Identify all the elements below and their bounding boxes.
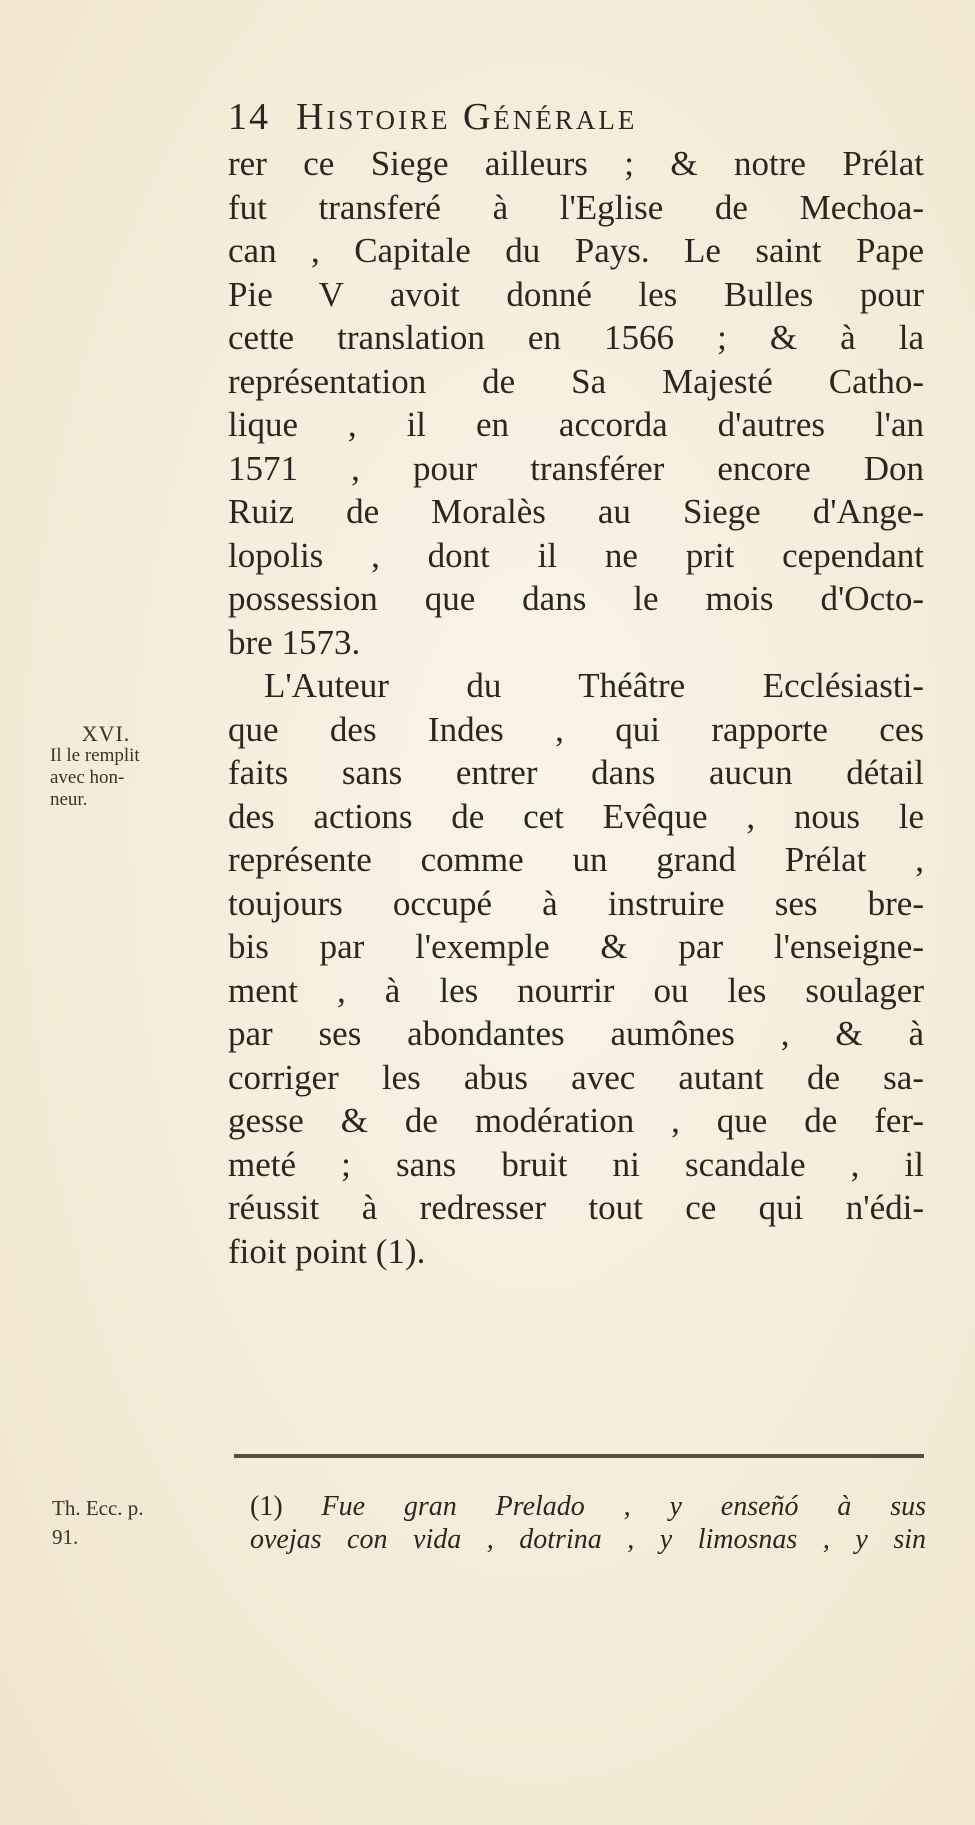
- body-text: [228, 142, 924, 1273]
- page-number: 14: [228, 96, 270, 138]
- body-line: possession que dans le mois d'Octo-: [228, 579, 924, 618]
- book-title: Histoire Générale: [296, 96, 638, 138]
- footnote-rule: [234, 1454, 924, 1458]
- body-line: par ses abondantes aumônes , & à: [228, 1014, 924, 1053]
- body-line: ment , à les nourrir ou les soulager: [228, 970, 924, 1010]
- body-line: que des Indes , qui rapporte ces: [228, 709, 924, 749]
- body-line: fut transferé à l'Eglise de Mechoa-: [228, 187, 924, 227]
- body-line: 1571 , pour transférer encore Don: [228, 448, 924, 488]
- body-line: gesse & de modération , que de fer-: [228, 1101, 924, 1140]
- footnote-line: [250, 1490, 926, 1523]
- body-line: toujours occupé à instruire ses bre-: [228, 883, 924, 923]
- body-line: bre 1573.: [228, 622, 361, 662]
- margin-note: [50, 723, 225, 811]
- footnote-source-line: 91.: [52, 1525, 79, 1549]
- body-line: L'Auteur du Théâtre Ecclésiasti-: [264, 666, 924, 705]
- margin-note-line: avec hon-: [50, 767, 125, 788]
- body-line: lique , il en accorda d'autres l'an: [228, 405, 924, 444]
- body-line: représente comme un grand Prélat ,: [228, 840, 924, 879]
- footnote-source-line: Th. Ecc. p.: [52, 1496, 144, 1520]
- body-line: fioit point (1).: [228, 1231, 426, 1271]
- body-line: meté ; sans bruit ni scandale , il: [228, 1144, 924, 1184]
- body-line: rer ce Siege ailleurs ; & notre Prélat: [228, 144, 924, 183]
- body-line: des actions de cet Evêque , nous le: [228, 796, 924, 836]
- footnote-mark: (1): [250, 1491, 283, 1522]
- margin-note-line: neur.: [50, 789, 88, 810]
- margin-note-line: Il le remplit: [50, 745, 140, 766]
- footnote-source-reference: [52, 1494, 227, 1552]
- body-line: bis par l'exemple & par l'enseigne-: [228, 927, 924, 966]
- body-line: cette translation en 1566 ; & à la: [228, 318, 924, 357]
- body-line: Pie V avoit donné les Bulles pour: [228, 274, 924, 314]
- margin-note-number: XVI.: [81, 721, 131, 746]
- footnote-line: ovejas con vida , dotrina , y limosnas , y sin: [250, 1524, 926, 1555]
- body-line: Ruiz de Moralès au Siege d'Ange-: [228, 492, 924, 531]
- body-line: lopolis , dont il ne prit cependant: [228, 535, 924, 575]
- body-line: faits sans entrer dans aucun détail: [228, 753, 924, 792]
- body-line: représentation de Sa Majesté Catho-: [228, 361, 924, 401]
- running-head: [228, 92, 888, 142]
- body-line: can , Capitale du Pays. Le saint Pape: [228, 231, 924, 270]
- footnote: [250, 1490, 926, 1556]
- body-line: réussit à redresser tout ce qui n'édi-: [228, 1188, 924, 1227]
- footnote-text: Fue gran Prelado , y enseñó à sus: [321, 1491, 927, 1522]
- body-line: corriger les abus avec autant de sa-: [228, 1057, 924, 1097]
